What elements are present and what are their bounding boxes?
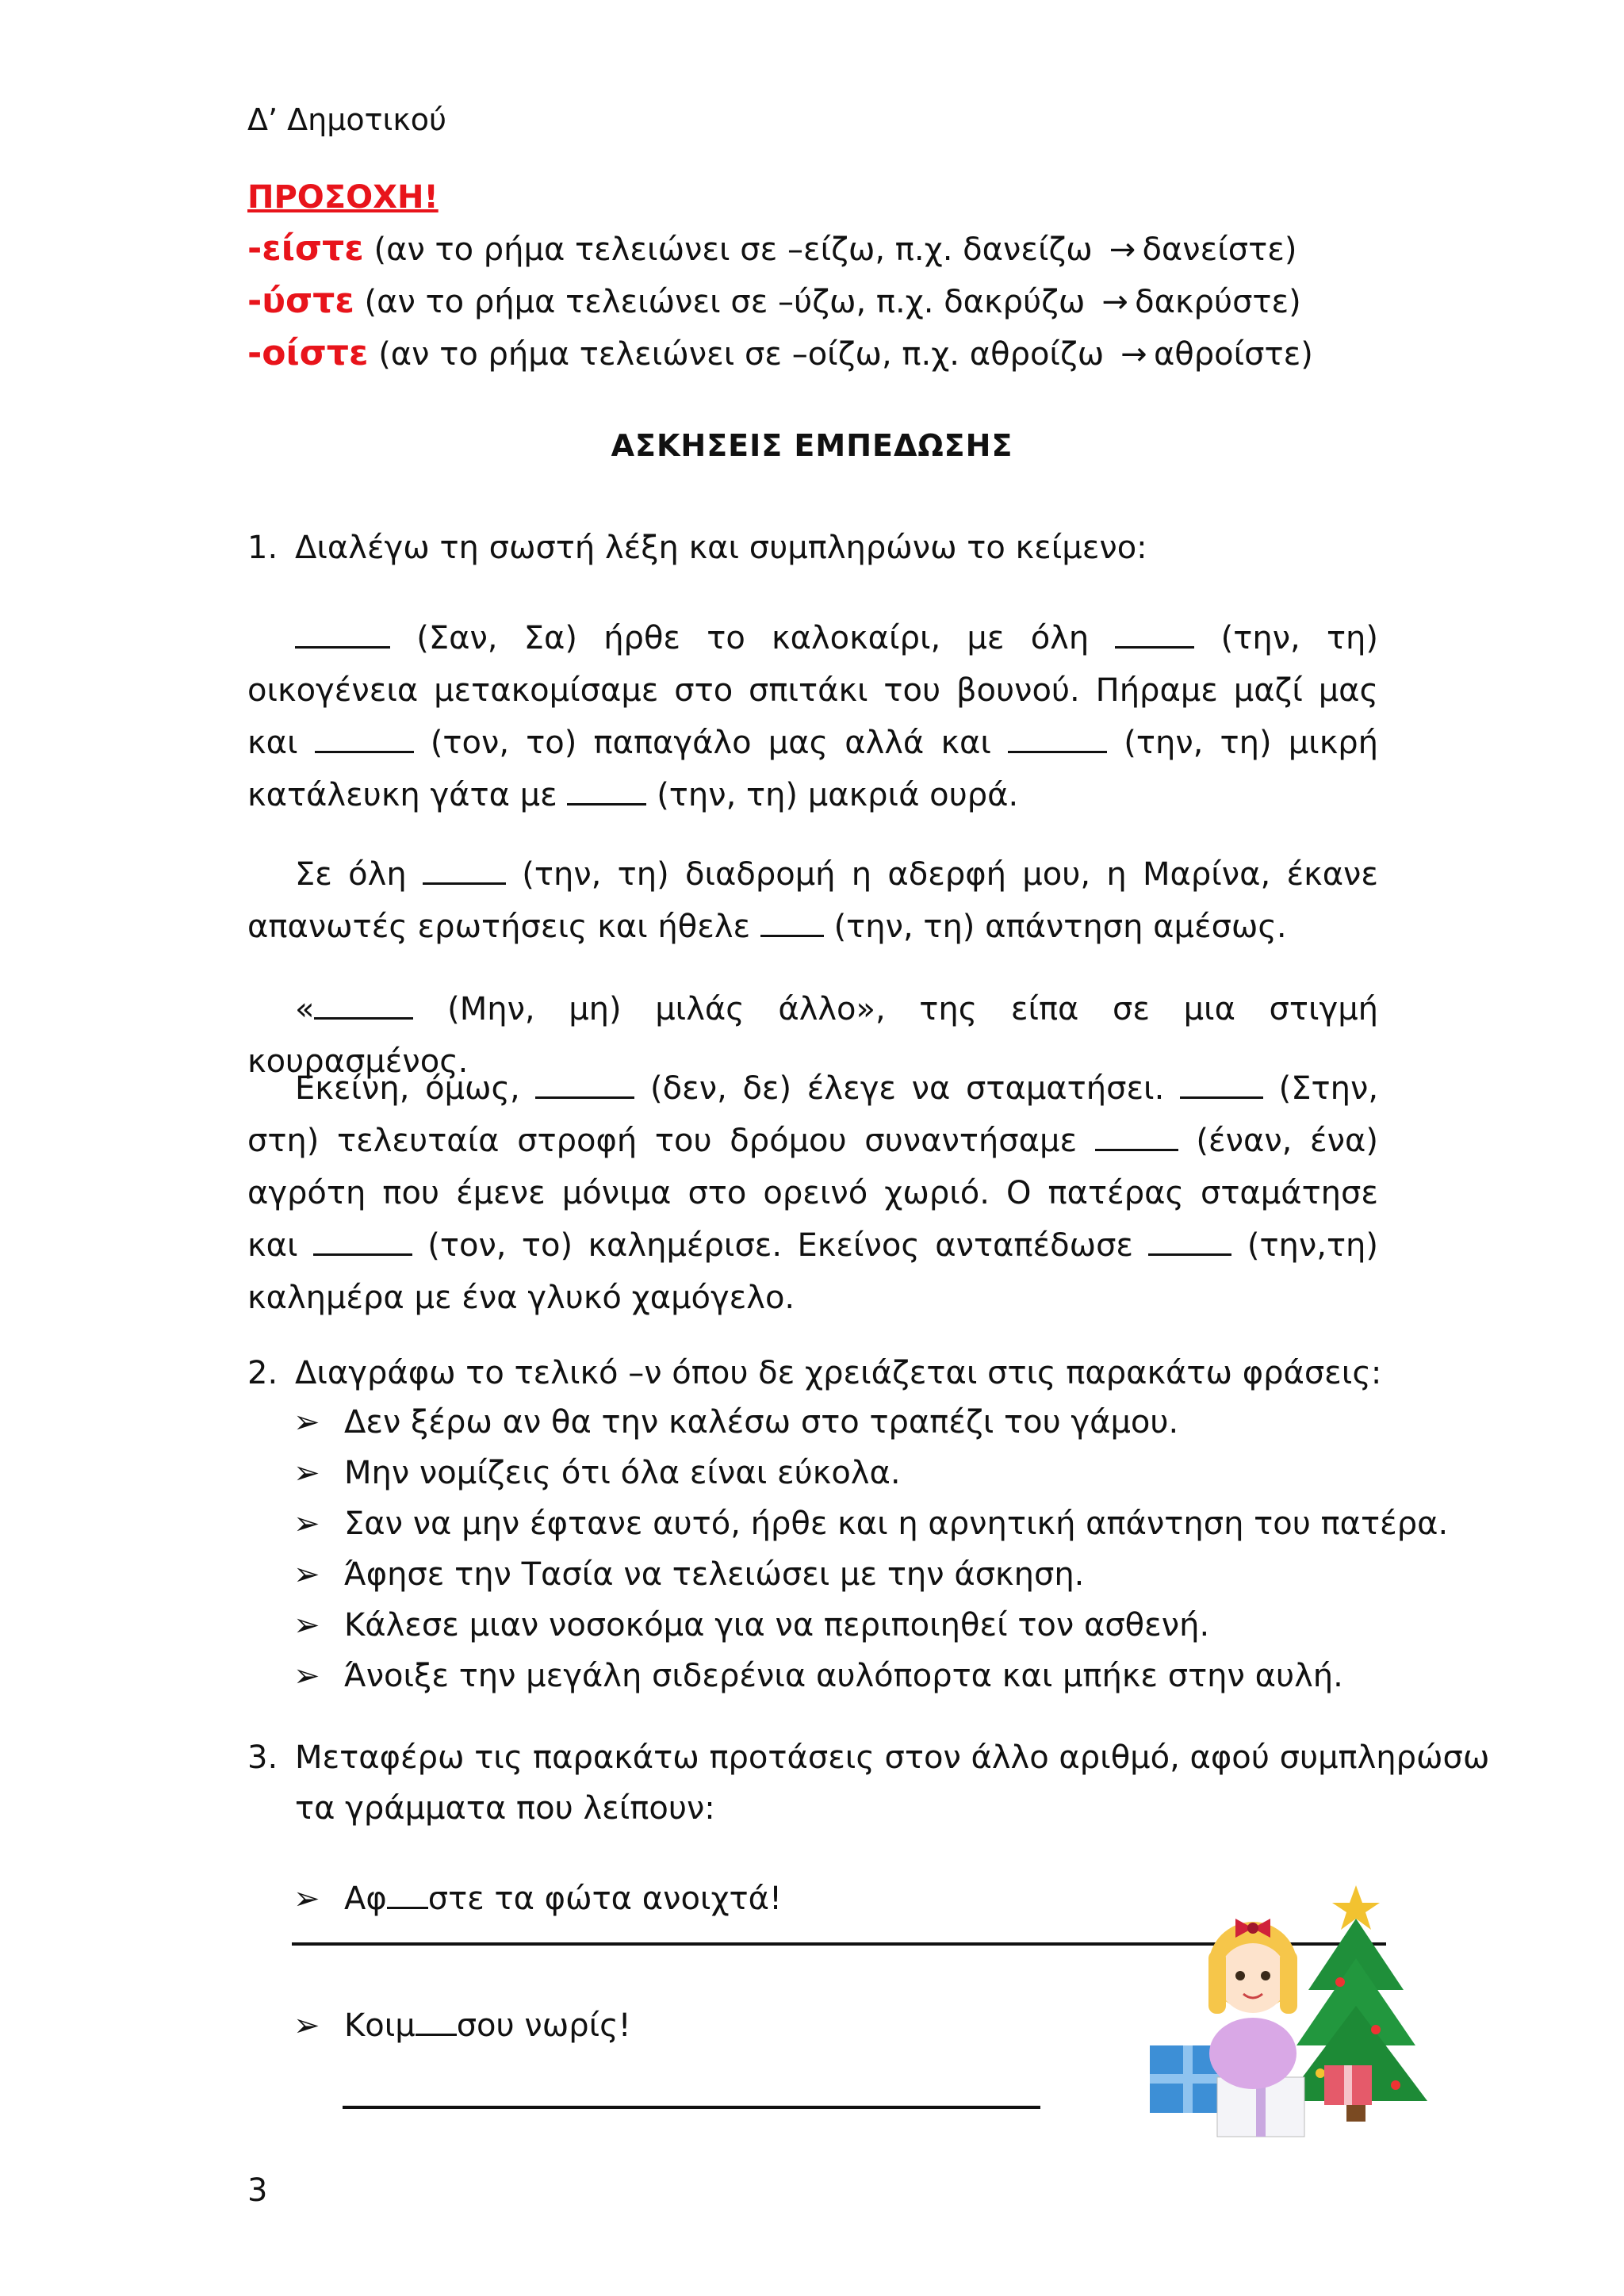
paragraph-text: (Μην, μη) μιλάς άλλο», της είπα σε μια στιγμή κουρασμένος. bbox=[247, 991, 1378, 1080]
fill-blank[interactable] bbox=[567, 781, 646, 806]
exercise-3-number: 3. bbox=[247, 1739, 278, 1776]
arrow-icon: → bbox=[1120, 336, 1147, 373]
list-item bbox=[293, 1397, 1448, 1448]
exercise-2-instruction: Διαγράφω το τελικό –ν όπου δε χρειάζεται στις παρακάτω φράσεις: bbox=[295, 1355, 1382, 1391]
paragraph-text: Εκείνη, όμως, bbox=[295, 1070, 520, 1107]
grade-label: Δ’ Δημοτικού bbox=[247, 102, 447, 137]
list-item-text: Κάλεσε μιαν νοσοκόμα για να περιποιηθεί τον ασθενή. bbox=[344, 1607, 1210, 1644]
fill-blank[interactable] bbox=[315, 729, 414, 753]
paragraph-text: (Σαν, Σα) ήρθε το καλοκαίρι, με όλη bbox=[416, 620, 1090, 656]
fill-blank[interactable] bbox=[1115, 624, 1194, 649]
exercises-heading: ΑΣΚΗΣΕΙΣ ΕΜΠΕΔΩΣΗΣ bbox=[611, 428, 1013, 463]
list-item bbox=[293, 1448, 1448, 1498]
list-item-text: Μην νομίζεις ότι όλα είναι εύκολα. bbox=[344, 1455, 901, 1491]
exercise-1-paragraph-1 bbox=[247, 612, 1378, 821]
arrow-bullet-icon: ➢ bbox=[293, 1455, 320, 1491]
christmas-tree-icon bbox=[1142, 1871, 1443, 2141]
fill-blank[interactable] bbox=[295, 624, 390, 649]
exercise-3-item-1 bbox=[293, 1879, 782, 1919]
list-item-text: Δεν ξέρω αν θα την καλέσω στο τραπέζι του γάμου. bbox=[344, 1404, 1179, 1441]
exercise-1-paragraph-4 bbox=[247, 1062, 1378, 1324]
rule-text: (αν το ρήμα τελειώνει σε –ύζω, π.χ. δακρύζω bbox=[354, 284, 1096, 320]
exercise-1-instruction: Διαλέγω τη σωστή λέξη και συμπληρώνω το κείμενο: bbox=[295, 530, 1147, 566]
rule-suffix: -είστε bbox=[247, 228, 364, 269]
paragraph-text: Σε όλη bbox=[295, 856, 407, 893]
list-item-text: Κοιμ bbox=[344, 2007, 416, 2044]
paragraph-text: (την, τη) μακριά ουρά. bbox=[657, 777, 1019, 813]
rule-result: αθροίστε) bbox=[1153, 336, 1313, 373]
list-item bbox=[293, 1651, 1448, 1701]
fill-blank[interactable] bbox=[535, 1074, 634, 1099]
arrow-bullet-icon: ➢ bbox=[293, 1607, 320, 1644]
fill-blank[interactable] bbox=[313, 1231, 412, 1256]
fill-blank[interactable] bbox=[314, 995, 413, 1020]
fill-blank[interactable] bbox=[1180, 1074, 1263, 1099]
arrow-bullet-icon: ➢ bbox=[293, 1506, 320, 1542]
paragraph-text: (την, τη) οικογένεια μετακομίσαμε στο σπιτάκι του βουνού. Πήραμε μαζί μας και bbox=[247, 620, 1379, 761]
paragraph-text: (την, τη) διαδρομή η αδερφή μου, η Μαρίνα, έκανε απανωτές ερωτήσεις και ήθελε bbox=[247, 856, 1379, 945]
fill-blank[interactable] bbox=[760, 913, 824, 937]
exercise-1-paragraph-2 bbox=[247, 848, 1378, 953]
list-item bbox=[293, 1549, 1448, 1600]
exercise-3-instruction-line-2: τα γράμματα που λείπουν: bbox=[295, 1790, 715, 1827]
paragraph-text: (την, τη) μικρή κατάλευκη γάτα με bbox=[247, 725, 1379, 813]
arrow-bullet-icon: ➢ bbox=[293, 2007, 320, 2044]
paragraph-text: (την,τη) καλημέρα με ένα γλυκό χαμόγελο. bbox=[247, 1227, 1378, 1316]
fill-blank[interactable] bbox=[1008, 729, 1107, 753]
rule-text: (αν το ρήμα τελειώνει σε –οίζω, π.χ. αθροίζω bbox=[368, 336, 1114, 373]
list-item-text: Άφησε την Τασία να τελειώσει με την άσκηση. bbox=[344, 1556, 1085, 1593]
list-item bbox=[293, 1498, 1448, 1549]
page-number: 3 bbox=[247, 2172, 268, 2209]
arrow-icon: → bbox=[1101, 284, 1128, 320]
fill-blank[interactable] bbox=[387, 1885, 428, 1909]
exercise-3-instruction-line-1: Μεταφέρω τις παρακάτω προτάσεις στον άλλο αριθμό, αφού συμπληρώσω bbox=[295, 1739, 1490, 1776]
arrow-bullet-icon: ➢ bbox=[293, 1658, 320, 1694]
arrow-bullet-icon: ➢ bbox=[293, 1556, 320, 1593]
paragraph-text: (τον, το) παπαγάλο μας αλλά και bbox=[430, 725, 991, 761]
fill-blank[interactable] bbox=[1095, 1127, 1178, 1151]
fill-blank[interactable] bbox=[416, 2011, 457, 2036]
list-item-text: Άνοιξε την μεγάλη σιδερένια αυλόπορτα και μπήκε στην αυλή. bbox=[344, 1658, 1343, 1694]
answer-line[interactable] bbox=[343, 2106, 1040, 2109]
arrow-bullet-icon: ➢ bbox=[293, 1404, 320, 1441]
arrow-bullet-icon: ➢ bbox=[293, 1881, 320, 1917]
paragraph-text: (τον, το) καλημέρισε. Εκείνος ανταπέδωσε bbox=[427, 1227, 1134, 1264]
paragraph-text: « bbox=[295, 991, 315, 1027]
list-item-text: σου νωρίς! bbox=[456, 2007, 631, 2044]
arrow-icon: → bbox=[1109, 232, 1136, 268]
christmas-girl-illustration bbox=[1142, 1871, 1443, 2141]
rule-row-2 bbox=[247, 281, 1301, 321]
exercise-3-item-2 bbox=[293, 2006, 631, 2045]
paragraph-text: (την, τη) απάντηση αμέσως. bbox=[833, 909, 1287, 945]
rule-row-3 bbox=[247, 333, 1313, 373]
attention-title: ΠΡΟΣΟΧΗ! bbox=[247, 179, 439, 216]
paragraph-text: (έναν, ένα) αγρότη που έμενε μόνιμα στο ορεινό χωριό. Ο πατέρας σταμάτησε και bbox=[247, 1123, 1378, 1264]
list-item bbox=[293, 1600, 1448, 1651]
exercise-1-number: 1. bbox=[247, 530, 278, 566]
paragraph-text: (δεν, δε) έλεγε να σταματήσει. bbox=[650, 1070, 1165, 1107]
list-item-text: στε τα φώτα ανοιχτά! bbox=[427, 1881, 783, 1917]
fill-blank[interactable] bbox=[423, 860, 506, 885]
list-item-text: Αφ bbox=[344, 1881, 387, 1917]
rule-row-1 bbox=[247, 228, 1297, 269]
rule-text: (αν το ρήμα τελειώνει σε –είζω, π.χ. δανείζω bbox=[363, 232, 1103, 268]
list-item-text: Σαν να μην έφτανε αυτό, ήρθε και η αρνητική απάντηση του πατέρα. bbox=[344, 1506, 1449, 1542]
rule-result: δακρύστε) bbox=[1135, 284, 1301, 320]
rule-result: δανείστε) bbox=[1142, 232, 1297, 268]
exercise-2-list bbox=[293, 1397, 1448, 1701]
fill-blank[interactable] bbox=[1148, 1231, 1231, 1256]
exercise-2-number: 2. bbox=[247, 1355, 278, 1391]
rule-suffix: -οίστε bbox=[247, 333, 369, 373]
paragraph-text: (Στην, στη) τελευταία στροφή του δρόμου συναντήσαμε bbox=[247, 1070, 1379, 1159]
rule-suffix: -ύστε bbox=[247, 281, 354, 321]
